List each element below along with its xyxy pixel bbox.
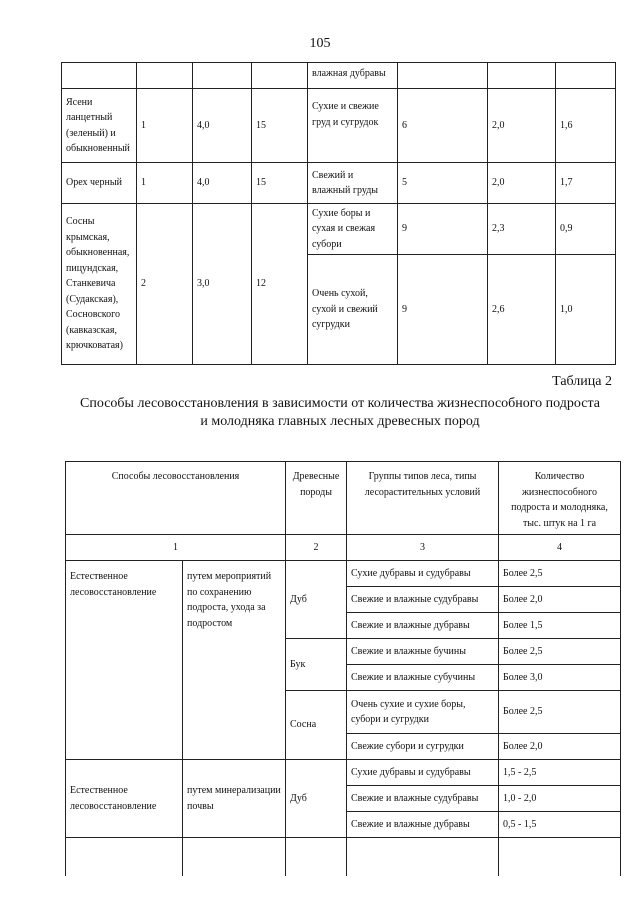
species-table: [61, 62, 616, 365]
value-cell: 2,6: [488, 255, 556, 365]
value-cell: [252, 63, 308, 89]
value-cell: 4,0: [193, 163, 252, 204]
forest-type-cell: Свежие и влажные дубравы: [347, 613, 499, 639]
value-cell: [488, 63, 556, 89]
quantity-cell: Более 1,5: [499, 613, 621, 639]
value-cell: 2,3: [488, 204, 556, 255]
value-cell: 0,9: [556, 204, 616, 255]
value-cell: 3,0: [193, 204, 252, 365]
value-cell: [398, 63, 488, 89]
species-cell: Сосны крымская, обыкновенная, пицундская, Станкевича (Судакская), Сосновского (кавказская, крючковатая): [62, 204, 137, 365]
value-cell: 6: [398, 89, 488, 163]
empty-cell: [183, 838, 286, 876]
value-cell: 1: [137, 89, 193, 163]
forest-type-cell: Свежие субори и сугрудки: [347, 734, 499, 760]
column-number: 3: [347, 535, 499, 561]
forest-type-cell: Свежие и влажные субучины: [347, 665, 499, 691]
species-cell: Ясени ланцетный (зеленый) и обыкновенный: [62, 89, 137, 163]
table-row: [66, 561, 621, 587]
value-cell: 4,0: [193, 89, 252, 163]
forest-type-cell: Свежие и влажные судубравы: [347, 587, 499, 613]
reforestation-table: [65, 461, 621, 876]
value-cell: 1: [137, 163, 193, 204]
value-cell: 1,7: [556, 163, 616, 204]
value-cell: 2: [137, 204, 193, 365]
header-species: Древесные породы: [286, 462, 347, 535]
value-cell: [137, 63, 193, 89]
species-cell: Дуб: [286, 561, 347, 639]
value-cell: 1,0: [556, 255, 616, 365]
quantity-cell: 1,5 - 2,5: [499, 760, 621, 786]
empty-cell: [286, 838, 347, 876]
column-number-row: [66, 535, 621, 561]
quantity-cell: Более 2,5: [499, 639, 621, 665]
table-row: [66, 838, 621, 876]
table-caption: Таблица 2: [552, 374, 612, 389]
table-row: [62, 204, 616, 255]
quantity-cell: 1,0 - 2,0: [499, 786, 621, 812]
conditions-cell: Очень сухой, сухой и свежий сугрудки: [308, 255, 398, 365]
conditions-cell: Сухие и свежие груд и сугрудок: [308, 89, 398, 163]
table-row: [62, 63, 616, 89]
table-row: [62, 89, 616, 163]
species-cell: Дуб: [286, 760, 347, 838]
value-cell: 12: [252, 204, 308, 365]
forest-type-cell: Очень сухие и сухие боры, субори и сугрудки: [347, 691, 499, 734]
table-title: Способы лесовосстановления в зависимости от количества жизнеспособного подроста и молодняка главных лесных древесных пород: [80, 396, 600, 430]
column-number: 4: [499, 535, 621, 561]
quantity-cell: Более 2,5: [499, 691, 621, 734]
conditions-cell: Сухие боры и сухая и свежая субори: [308, 204, 398, 255]
page-number: 105: [309, 36, 331, 51]
quantity-cell: Более 2,0: [499, 734, 621, 760]
species-cell: Сосна: [286, 691, 347, 760]
conditions-cell: Свежий и влажный груды: [308, 163, 398, 204]
value-cell: [556, 63, 616, 89]
value-cell: 15: [252, 163, 308, 204]
value-cell: 9: [398, 204, 488, 255]
forest-type-cell: Свежие и влажные дубравы: [347, 812, 499, 838]
species-cell: Бук: [286, 639, 347, 691]
value-cell: 2,0: [488, 163, 556, 204]
species-cell: Орех черный: [62, 163, 137, 204]
empty-cell: [499, 838, 621, 876]
value-cell: [193, 63, 252, 89]
table-row: [62, 163, 616, 204]
value-cell: 1,6: [556, 89, 616, 163]
forest-type-cell: Сухие дубравы и судубравы: [347, 760, 499, 786]
header-quantity: Количество жизнеспособного подроста и молодняка, тыс. штук на 1 га: [499, 462, 621, 535]
species-cell: [62, 63, 137, 89]
empty-cell: [66, 838, 183, 876]
column-number: 1: [66, 535, 286, 561]
quantity-cell: Более 2,5: [499, 561, 621, 587]
empty-cell: [347, 838, 499, 876]
column-number: 2: [286, 535, 347, 561]
value-cell: 9: [398, 255, 488, 365]
header-forest-types: Группы типов леса, типы лесорастительных условий: [347, 462, 499, 535]
value-cell: 5: [398, 163, 488, 204]
method-detail-cell: путем минерализации почвы: [183, 760, 286, 838]
forest-type-cell: Свежие и влажные бучины: [347, 639, 499, 665]
method-detail-cell: путем мероприятий по сохранению подроста, ухода за подростом: [183, 561, 286, 760]
forest-type-cell: Свежие и влажные судубравы: [347, 786, 499, 812]
header-method: Способы лесовосстановления: [66, 462, 286, 535]
method-cell: Естественное лесовосстановление: [66, 760, 183, 838]
header-row: [66, 462, 621, 535]
quantity-cell: 0,5 - 1,5: [499, 812, 621, 838]
forest-type-cell: Сухие дубравы и судубравы: [347, 561, 499, 587]
value-cell: 15: [252, 89, 308, 163]
conditions-cell: влажная дубравы: [308, 63, 398, 89]
method-cell: Естественное лесовосстановление: [66, 561, 183, 760]
value-cell: 2,0: [488, 89, 556, 163]
quantity-cell: Более 3,0: [499, 665, 621, 691]
quantity-cell: Более 2,0: [499, 587, 621, 613]
table-row: [66, 760, 621, 786]
